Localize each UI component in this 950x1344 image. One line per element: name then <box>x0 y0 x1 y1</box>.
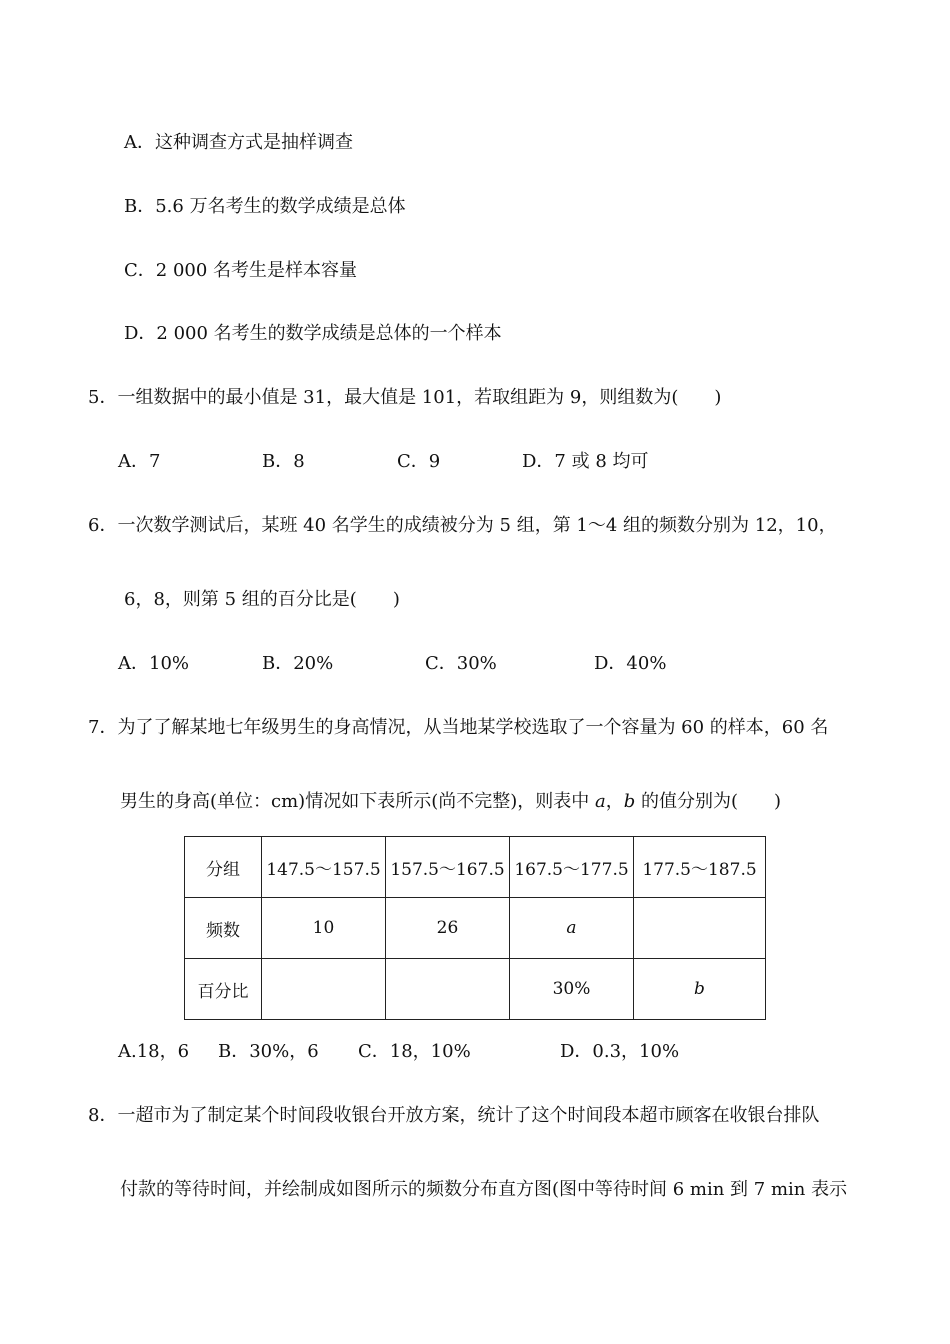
q4-option-d: D．2 000 名考生的数学成绩是总体的一个样本 <box>124 323 502 344</box>
q7-comma: ， <box>605 791 624 812</box>
q5-stem: 5．一组数据中的最小值是 31，最大值是 101，若取组距为 9，则组数为( ) <box>88 387 722 408</box>
q8-stem-line2: 付款的等待时间，并绘制成如图所示的频数分布直方图(图中等待时间 6 min 到 7 min 表示 <box>120 1179 848 1200</box>
q6-option-c: C．30% <box>425 653 497 674</box>
q5-option-a: A．7 <box>118 451 161 472</box>
q7-option-b: B．30%，6 <box>218 1041 319 1062</box>
table-cell: 167.5～177.5 <box>510 837 634 898</box>
q6-option-a: A．10% <box>118 653 190 674</box>
table-cell: 频数 <box>185 898 262 959</box>
table-cell <box>386 959 510 1020</box>
table-cell: 26 <box>386 898 510 959</box>
table-cell: 177.5～187.5 <box>634 837 766 898</box>
q7-var-a: a <box>594 791 606 812</box>
q4-option-c: C．2 000 名考生是样本容量 <box>124 260 358 281</box>
table-cell: 分组 <box>185 837 262 898</box>
table-cell: 百分比 <box>185 959 262 1020</box>
q7-option-d: D．0.3，10% <box>560 1041 680 1062</box>
table-row <box>185 837 766 898</box>
q7-stem-pre: 男生的身高(单位：cm)情况如下表所示(尚不完整)，则表中 <box>120 791 595 812</box>
q4-option-b: B．5.6 万名考生的数学成绩是总体 <box>124 196 406 217</box>
group-frequency-table <box>184 836 766 1020</box>
table-cell: 157.5～167.5 <box>386 837 510 898</box>
q6-option-b: B．20% <box>262 653 334 674</box>
q7-stem-line1: 7．为了了解某地七年级男生的身高情况，从当地某学校选取了一个容量为 60 的样本，60 名 <box>88 717 829 738</box>
table-cell <box>262 959 386 1020</box>
q7-option-c: C．18，10% <box>358 1041 471 1062</box>
table-row <box>185 959 766 1020</box>
table-cell: a <box>510 898 634 959</box>
table-cell: b <box>634 959 766 1020</box>
table-cell: 10 <box>262 898 386 959</box>
table-cell: 30% <box>510 959 634 1020</box>
table-row <box>185 898 766 959</box>
q6-stem-line2: 6，8，则第 5 组的百分比是( ) <box>124 589 400 610</box>
table-cell <box>634 898 766 959</box>
q6-option-d: D．40% <box>594 653 667 674</box>
q5-option-d: D．7 或 8 均可 <box>522 451 649 472</box>
q5-option-c: C．9 <box>397 451 441 472</box>
q4-option-a: A．这种调查方式是抽样调查 <box>124 132 353 153</box>
q7-stem-post: 的值分别为( ) <box>635 791 782 812</box>
q7-stem-line2 <box>120 790 781 814</box>
q7-option-a: A.18，6 <box>118 1041 190 1062</box>
q5-option-b: B．8 <box>262 451 305 472</box>
table-cell: 147.5～157.5 <box>262 837 386 898</box>
q8-stem-line1: 8．一超市为了制定某个时间段收银台开放方案，统计了这个时间段本超市顾客在收银台排队 <box>88 1105 820 1126</box>
q7-var-b: b <box>623 791 636 812</box>
q6-stem-line1: 6．一次数学测试后，某班 40 名学生的成绩被分为 5 组，第 1～4 组的频数分别为 12，10， <box>88 515 837 536</box>
